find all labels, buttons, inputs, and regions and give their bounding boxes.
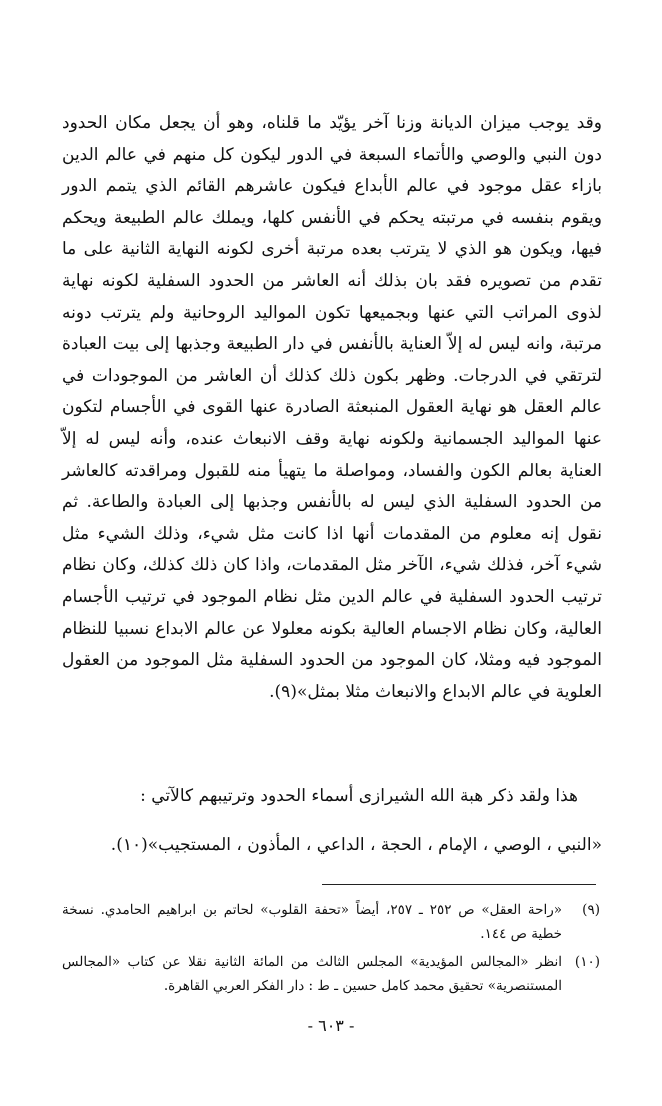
main-paragraph-block <box>62 108 602 708</box>
footnote-divider <box>322 884 596 885</box>
footnote-number: (٩) <box>582 902 600 918</box>
intro-line: هذا ولقد ذكر هبة الله الشيرازى أسماء الحدود وترتيبهم كالآتي : <box>140 786 578 806</box>
footnote-text: انظر «المجالس المؤيدية» المجلس الثالث من المائة الثانية نقلا عن كتاب «المجالس المستنصرية» تحقيق محمد كامل حسين ـ ط : دار الفكر العربي القاهرة. <box>62 954 562 994</box>
main-paragraph: وقد يوجب ميزان الديانة وزنا آخر يؤيّد ما قلناه، وهو أن يجعل مكان الحدود دون النبي والوصي والأتماء السبعة في الدور ليكون كل منهم في عالم الدين بازاء عقل موجود في عالم الأبداع فيكون عاشرهم القائم الذي يتمم الدور ويقوم بنفسه في مرتبته يحكم في الأنفس كلها، ويملك عالم الطبيعة ويحكم فيها، ويكون هو الذي لا يترتب بعده مرتبة أخرى لكونه النهاية الثانية على ما تقدم من تصويره فقد بان بذلك أنه العاشر من الحدود السفلية لكونه نهاية لذوى المراتب التي عنها وبجميعها تكون المواليد الروحانية ولم يترتب دونه مرتبة، وانه ليس له إلاّ العناية بالأنفس في دار الطبيعة وجذبها إلى بيت العبادة لترتقي في الدرجات. وظهر بكون ذلك كذلك أن العاشر من الموجودات في عالم العقل هو نهاية العقول المنبعثة الصادرة عنها القوى في الأجسام لتكون عنها المواليد الجسمانية ولكونه نهاية وقف الانبعاث عنده، وأنه ليس له إلاّ العناية بعالم الكون والفساد، ومواصلة ما يتهيأ منه للقبول ومراقدته كالعاشر من الحدود السفلية الذي ليس له بالأنفس وجذبها إلى العبادة والطاعة. ثم نقول إنه معلوم من المقدمات أنها اذا كانت مثل شيء، وذلك الشيء مثل شيء آخر، فذلك شيء، الآخر مثل المقدمات، واذا كان ذلك كذلك، وكان نظام ترتيب الحدود السفلية في عالم الدين مثل نظام الموجود في ترتيب الأجسام العالية، وكان نظام الاجسام العالية بكونه معلولا عن عالم الابداع نسبيا للنظام الموجود فيه ومثلا، كان الموجود من الحدود السفلية مثل الموجود من العقول العلوية في عالم الابداع والانبعاث مثلا بمثل»(٩). <box>62 113 602 702</box>
footnotes <box>62 898 600 1002</box>
ranks-quote: «النبي ، الوصي ، الإمام ، الحجة ، الداعي ، المأذون ، المستجيب»(١٠). <box>110 835 602 855</box>
footnote-text: «راحة العقل» ص ٢٥٢ ـ ٢٥٧، أيضاً «تحفة القلوب» لحاتم بن ابراهيم الحامدي. نسخة خطية ص ١٤٤. <box>62 902 563 942</box>
footnote-number: (١٠) <box>574 954 600 970</box>
footnote <box>62 950 600 998</box>
page-number: - ٦٠٣ - <box>307 1016 355 1035</box>
footnote <box>62 898 600 946</box>
